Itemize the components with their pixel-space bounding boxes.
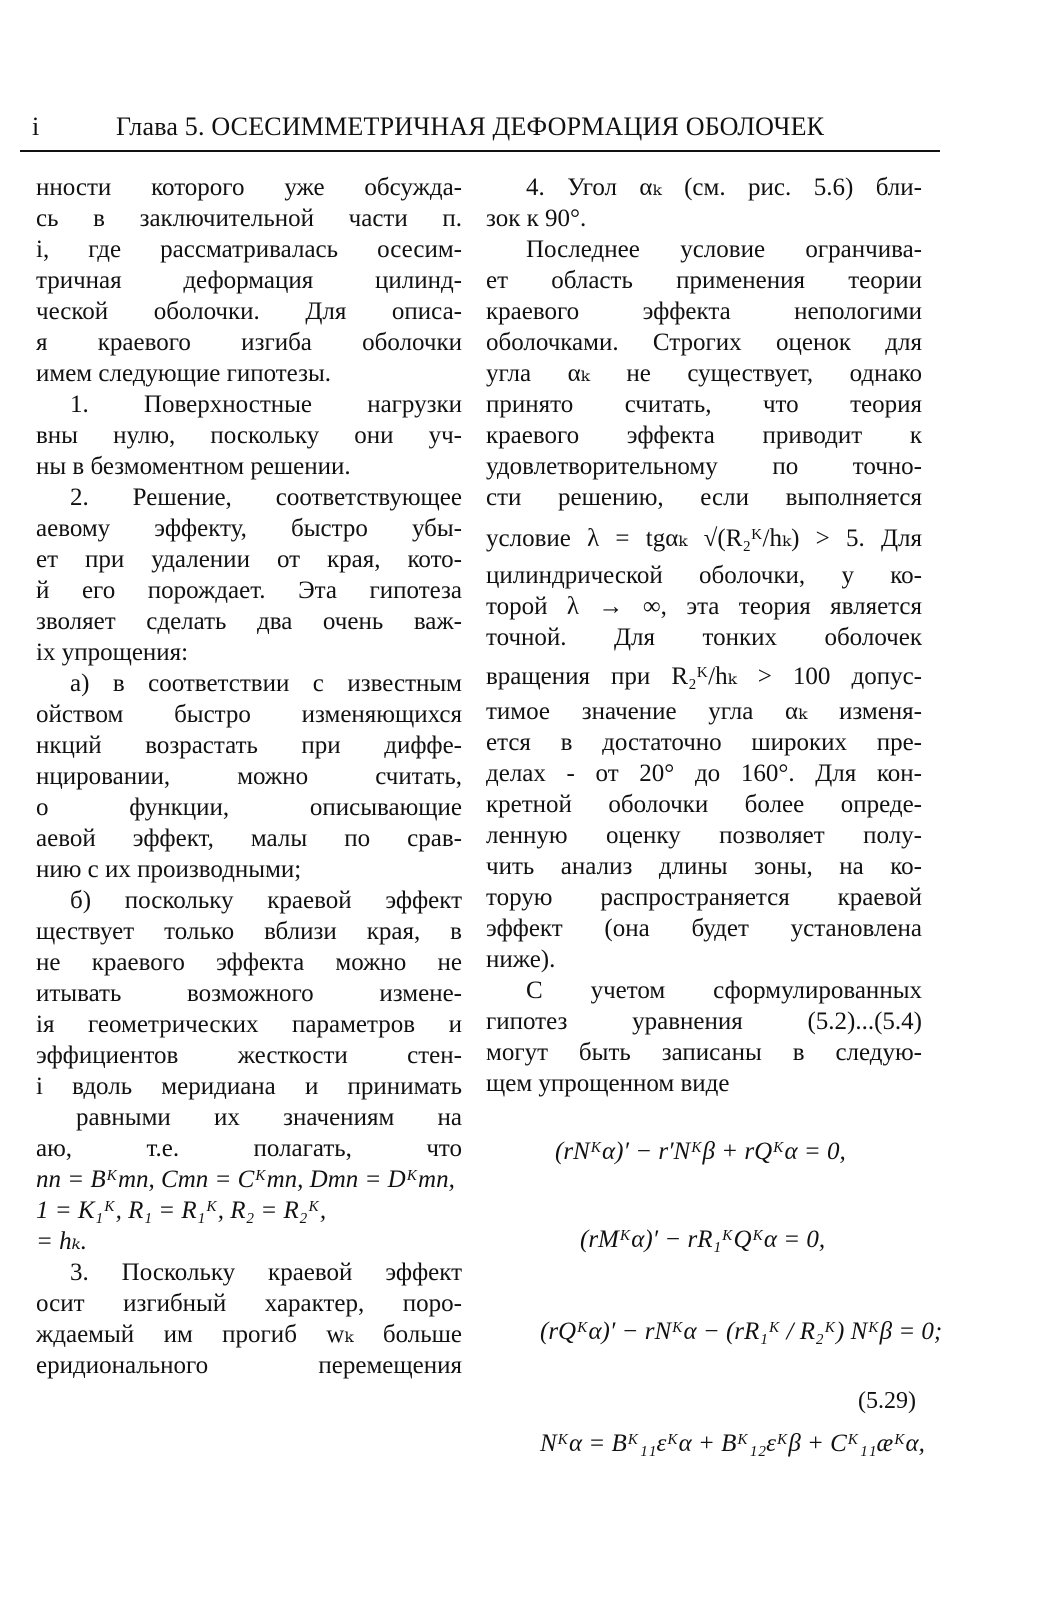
header-rule — [20, 150, 940, 152]
text-line: зволяет сделать два очень важ- — [36, 608, 462, 635]
text-line: ет при удалении от края, кото- — [36, 546, 462, 573]
text-line: кретной оболочки более опреде- — [486, 791, 922, 818]
text-line: тричная деформация цилинд- — [36, 267, 462, 294]
text-line: осит изгибный характер, поро- — [36, 1290, 462, 1317]
text-line: ниже). — [486, 946, 556, 973]
text-line: аевому эффекту, быстро убы- — [36, 515, 462, 542]
text-line: эффициентов жесткости стен- — [36, 1042, 462, 1069]
text-line: о функции, описывающие — [36, 794, 462, 821]
text-line: С учетом сформулированных — [526, 977, 922, 1004]
text-line: удовлетворительному по точно- — [486, 453, 922, 480]
text-line: чить анализ длины зоны, на ко- — [486, 853, 922, 880]
text-line: і вдоль меридиана и принимать — [36, 1073, 462, 1100]
text-line: щем упрощенном виде — [486, 1070, 730, 1097]
equation-number: (5.29) — [858, 1388, 916, 1414]
right-column — [486, 172, 922, 1099]
text-line: ждаемый им прогиб wₖ больше — [36, 1321, 462, 1348]
text-line-with-formula: условие λ = tgαₖ √(R₂ᴷ/hₖ) > 5. Для — [486, 525, 922, 552]
text-line: аю, т.е. полагать, что — [36, 1135, 462, 1162]
text-line: могут быть записаны в следую- — [486, 1039, 922, 1066]
text-line: я краевого изгиба оболочки — [36, 329, 462, 356]
text-line: нцировании, можно считать, — [36, 763, 462, 790]
text-line: ется в достаточно широких пре- — [486, 729, 922, 756]
text-line: гипотез уравнения (5.2)...(5.4) — [486, 1008, 922, 1035]
text-line: ны в безмоментном решении. — [36, 453, 351, 480]
left-column — [36, 172, 462, 1381]
equation-1: (rNᴷα)′ − r′Nᴷβ + rQᴷα = 0, — [555, 1138, 846, 1165]
text-line: итывать возможного измене- — [36, 980, 462, 1007]
text-line: краевого эффекта приводит к — [486, 422, 922, 449]
text-line: 3. Поскольку краевой эффект — [70, 1259, 462, 1286]
equation-3: (rQᴷα)′ − rNᴷα − (rR₁ᴷ / R₂ᴷ) Nᴷβ = 0; — [540, 1318, 943, 1345]
text-line: нности которого уже обсужда- — [36, 174, 462, 201]
text-line: 2. Решение, соответствующее — [70, 484, 462, 511]
text-line: торой λ → ∞, эта теория является — [486, 593, 922, 620]
text-line: еридионального перемещения — [36, 1352, 462, 1379]
text-line: точной. Для тонких оболочек — [486, 624, 922, 651]
text-line: й его порождает. Эта гипотеза — [36, 577, 462, 604]
text-line: 4. Угол αₖ (см. рис. 5.6) бли- — [526, 174, 922, 201]
running-header — [20, 112, 940, 152]
inline-formula: 1 = K₁ᴷ, R₁ = R₁ᴷ, R₂ = R₂ᴷ, — [36, 1197, 327, 1224]
inline-formula: nn = Bᴷmn, Cmn = Cᴷmn, Dmn = Dᴷmn, — [36, 1166, 455, 1193]
text-line: делах - от 20° до 160°. Для кон- — [486, 760, 922, 787]
text-line: б) поскольку краевой эффект — [70, 887, 462, 914]
text-line: аевой эффект, малы по срав- — [36, 825, 462, 852]
text-line: ческой оболочки. Для описа- — [36, 298, 462, 325]
text-line: нкций возрастать при диффе- — [36, 732, 462, 759]
text-line: сти решению, если выполняется — [486, 484, 922, 511]
text-line: і, где рассматривалась осесим- — [36, 236, 462, 263]
text-line: угла αₖ не существует, однако — [486, 360, 922, 387]
text-line: ществует только вблизи края, в — [36, 918, 462, 945]
text-line: ойством быстро изменяющихся — [36, 701, 462, 728]
text-line: ія геометрических параметров и — [36, 1011, 462, 1038]
text-line: цилиндрической оболочки, у ко- — [486, 562, 922, 589]
text-line: вны нулю, поскольку они уч- — [36, 422, 462, 449]
text-line: ет область применения теории — [486, 267, 922, 294]
text-line: торую распространяется краевой — [486, 884, 922, 911]
text-line: сь в заключительной части п. — [36, 205, 462, 232]
text-line: принято считать, что теория — [486, 391, 922, 418]
text-line: оболочками. Строгих оценок для — [486, 329, 922, 356]
text-line: эффект (она будет установлена — [486, 915, 922, 942]
text-line-with-formula: вращения при R₂ᴷ/hₖ > 100 допус- — [486, 663, 922, 690]
text-line: имем следующие гипотезы. — [36, 360, 332, 387]
chapter-title: Глава 5. ОСЕСИММЕТРИЧНАЯ ДЕФОРМАЦИЯ ОБОЛОЧЕК — [116, 112, 825, 141]
text-line: равными их значениям на — [76, 1104, 462, 1131]
text-line: Последнее условие огранчива- — [526, 236, 922, 263]
text-line: нию с их производными; — [36, 856, 302, 883]
text-line: не краевого эффекта можно не — [36, 949, 462, 976]
equation-4: Nᴷα = Bᴷ₁₁εᴷα + Bᴷ₁₂εᴷβ + Cᴷ₁₁æᴷα, — [540, 1430, 925, 1457]
text-line: зок к 90°. — [486, 205, 587, 232]
equation-2: (rMᴷα)′ − rR₁ᴷQᴷα = 0, — [580, 1226, 826, 1253]
text-line: краевого эффекта непологими — [486, 298, 922, 325]
inline-formula: = hₖ. — [36, 1228, 87, 1255]
text-line: тимое значение угла αₖ изменя- — [486, 698, 922, 725]
text-line: іх упрощения: — [36, 639, 189, 666]
text-line: ленную оценку позволяет полу- — [486, 822, 922, 849]
text-line: 1. Поверхностные нагрузки — [70, 391, 462, 418]
page-number-fragment: і — [32, 112, 40, 141]
text-line: а) в соответствии с известным — [70, 670, 462, 697]
